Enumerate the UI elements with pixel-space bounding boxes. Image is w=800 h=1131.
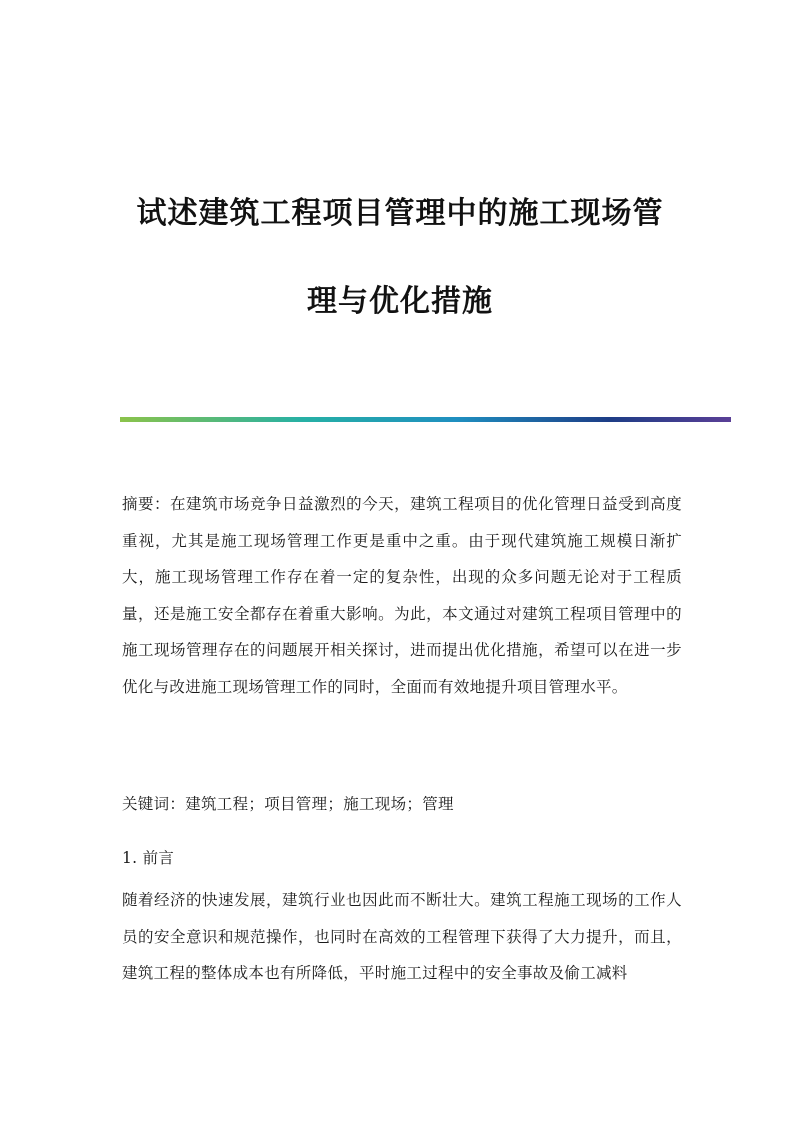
document-title-line-2: 理与优化措施 <box>307 284 493 319</box>
abstract-paragraph: 摘要：在建筑市场竞争日益激烈的今天，建筑工程项目的优化管理日益受到高度重视，尤其是施工现场管理工作更是重中之重。由于现代建筑施工规模日渐扩大，施工现场管理工作存在着一定的复杂性，出现的众多问题无论对于工程质量，还是施工安全都存在着重大影响。为此，本文通过对建筑工程项目管理中的施工现场管理存在的问题展开相关探讨，进而提出优化措施，希望可以在进一步优化与改进施工现场管理工作的同时，全面而有效地提升项目管理水平。 <box>122 495 682 696</box>
document-title-line-1: 试述建筑工程项目管理中的施工现场管 <box>136 196 664 231</box>
title-divider <box>120 417 731 422</box>
section-heading: 1. 前言 <box>122 849 175 867</box>
body-paragraph: 随着经济的快速发展，建筑行业也因此而不断壮大。建筑工程施工现场的工作人员的安全意识和规范操作，也同时在高效的工程管理下获得了大力提升，而且，建筑工程的整体成本也有所降低，平时施工过程中的安全事故及偷工减料 <box>122 891 682 982</box>
keywords-line: 关键词：建筑工程；项目管理；施工现场；管理 <box>122 795 454 813</box>
